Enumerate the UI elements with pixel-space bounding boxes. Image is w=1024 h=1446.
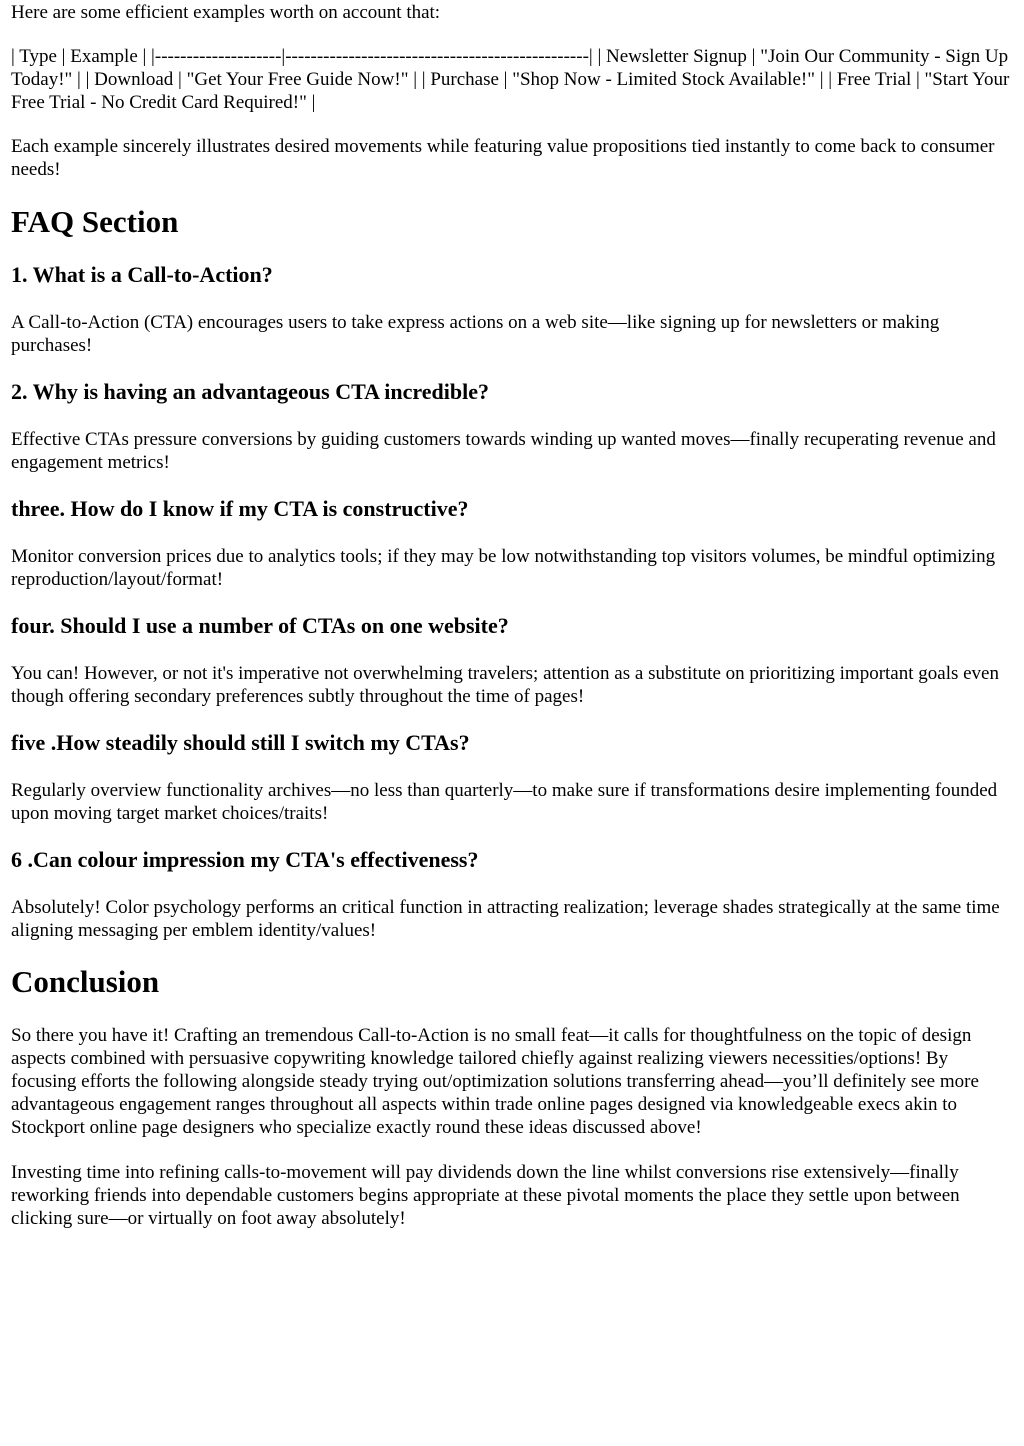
faq-answer-1: A Call-to-Action (CTA) encourages users to take express actions on a web site—like signing up for newsletters or making purchases! bbox=[11, 312, 940, 356]
conclusion-heading: Conclusion bbox=[11, 964, 160, 999]
intro-paragraph: Here are some efficient examples worth on account that: bbox=[11, 2, 441, 23]
faq-answer-4: You can! However, or not it's imperative not overwhelming travelers; attention as a substitute on prioritizing important goals even though offering secondary preferences subtly throughout the time of pages! bbox=[11, 663, 999, 707]
faq-question-5: five .How steadily should still I switch my CTAs? bbox=[11, 730, 470, 755]
faq-question-6: 6 .Can colour impression my CTA's effectiveness? bbox=[11, 847, 479, 872]
faq-answer-6: Absolutely! Color psychology performs an critical function in attracting realization; leverage shades strategically at the same time aligning messaging per emblem identity/values! bbox=[11, 897, 1000, 941]
conclusion-paragraph-1: So there you have it! Crafting an tremendous Call-to-Action is no small feat—it calls for thoughtfulness on the topic of design aspects combined with persuasive copywriting knowledge tailored chiefly against realizing viewers necessities/options! By focusing efforts the following alongside steady trying out/optimization solutions transferring ahead—you’ll definitely see more advantageous engagement ranges throughout all aspects within trade online pages designed via knowledgeable execs akin to Stockport online page designers who specialize exactly round these ideas discussed above! bbox=[11, 1025, 979, 1138]
examples-summary-paragraph: Each example sincerely illustrates desired movements while featuring value propositions tied instantly to come back to consumer needs! bbox=[11, 136, 995, 180]
faq-question-2: 2. Why is having an advantageous CTA incredible? bbox=[11, 379, 489, 404]
faq-question-3: three. How do I know if my CTA is constructive? bbox=[11, 496, 469, 521]
faq-question-1: 1. What is a Call-to-Action? bbox=[11, 262, 273, 287]
faq-heading: FAQ Section bbox=[11, 204, 179, 239]
cta-examples-table-text: | Type | Example | |--------------------|------------------------------------------------| | Newsletter Signup | "Join Our Community - Sign Up Today!" | | Download | "Get Your Free Guide Now!" | | Purchase | "Shop Now - Limited Stock Available!" | | Free Trial | "Start Your Free Trial - No Credit Card Required!" | bbox=[11, 46, 1010, 113]
faq-answer-5: Regularly overview functionality archives—no less than quarterly—to make sure if transformations desire implementing founded upon moving target market choices/traits! bbox=[11, 780, 998, 824]
faq-answer-3: Monitor conversion prices due to analytics tools; if they may be low notwithstanding top visitors volumes, be mindful optimizing reproduction/layout/format! bbox=[11, 546, 996, 590]
conclusion-paragraph-2: Investing time into refining calls-to-movement will pay dividends down the line whilst conversions rise extensively—finally reworking friends into dependable customers begins appropriate at these pivotal moments the place they settle upon between clicking sure—or virtually on foot away absolutely! bbox=[11, 1162, 960, 1229]
faq-question-4: four. Should I use a number of CTAs on one website? bbox=[11, 613, 509, 638]
faq-answer-2: Effective CTAs pressure conversions by guiding customers towards winding up wanted moves—finally recuperating revenue and engagement metrics! bbox=[11, 429, 996, 473]
